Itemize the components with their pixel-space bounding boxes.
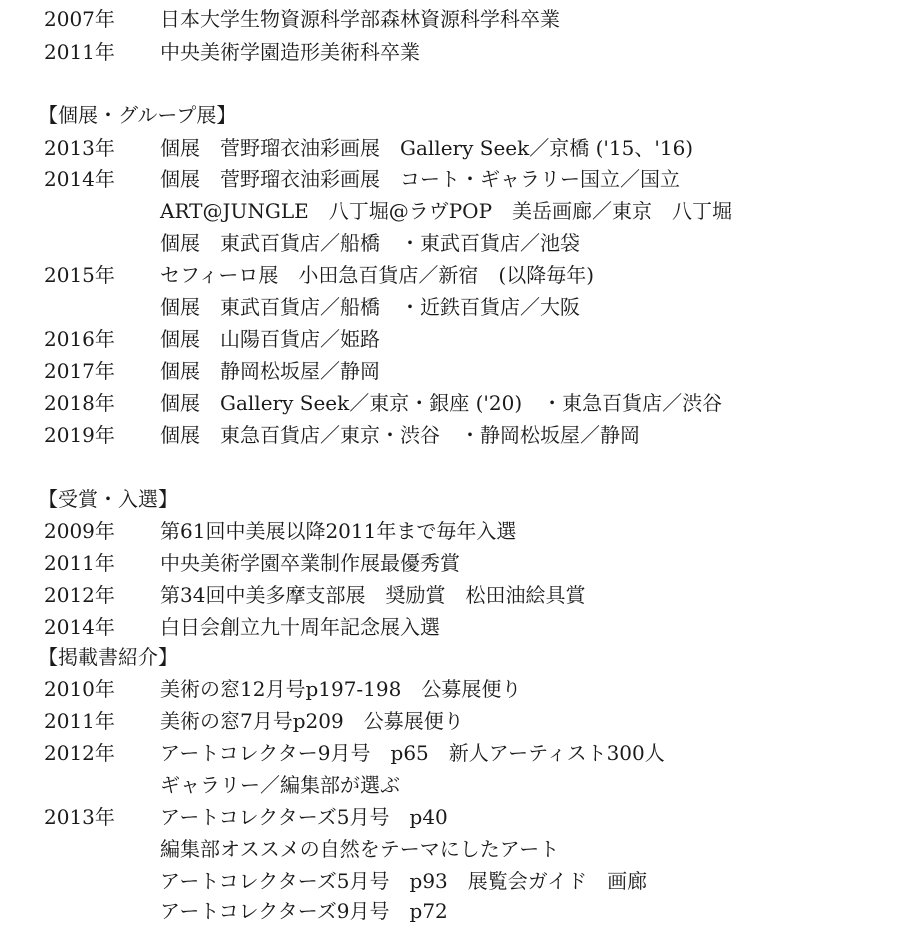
entry-text: 個展 菅野瑠衣油彩画展 コート・ギャラリー国立／国立 — [160, 167, 680, 191]
entry-text: 第34回中美多摩支部展 奨励賞 松田油絵具賞 — [160, 583, 586, 607]
entry-text: 美術の窓12月号p197-198 公募展便り — [160, 677, 522, 701]
year-label: 2012年 — [44, 741, 115, 765]
entry-text: 個展 山陽百貨店／姫路 — [160, 327, 380, 351]
year-label: 2010年 — [44, 677, 115, 701]
year-label: 2011年 — [44, 551, 115, 575]
year-label: 2011年 — [44, 40, 115, 64]
year-label: 2018年 — [44, 391, 115, 415]
year-label: 2019年 — [44, 423, 115, 447]
entry-text: アートコレクターズ5月号 p93 展覧会ガイド 画廊 — [160, 869, 648, 893]
entry-text: 個展 東急百貨店／東京・渋谷 ・静岡松坂屋／静岡 — [160, 423, 640, 447]
entry-text: 編集部オススメの自然をテーマにしたアート — [160, 837, 560, 861]
entry-text: 白日会創立九十周年記念展入選 — [160, 615, 440, 639]
entry-text: アートコレクター9月号 p65 新人アーティスト300人 — [160, 741, 665, 765]
entry-text: ART@JUNGLE 八丁堀@ラヴPOP 美岳画廊／東京 八丁堀 — [160, 199, 733, 223]
year-label: 2007年 — [44, 7, 115, 31]
year-label: 2014年 — [44, 615, 115, 639]
year-label: 2016年 — [44, 327, 115, 351]
entry-text: 日本大学生物資源科学部森林資源科学科卒業 — [160, 7, 560, 31]
section-header: 【個展・グループ展】 — [38, 103, 237, 127]
year-label: 2012年 — [44, 583, 115, 607]
entry-text: 中央美術学園卒業制作展最優秀賞 — [160, 551, 460, 575]
entry-text: 個展 Gallery Seek／東京・銀座 ('20) ・東急百貨店／渋谷 — [160, 391, 723, 415]
section-header: 【掲載書紹介】 — [38, 645, 178, 669]
year-label: 2011年 — [44, 709, 115, 733]
entry-text: 美術の窓7月号p209 公募展便り — [160, 709, 464, 733]
entry-text: 個展 静岡松坂屋／静岡 — [160, 359, 380, 383]
entry-text: 第61回中美展以降2011年まで毎年入選 — [160, 519, 517, 543]
entry-text: ギャラリー／編集部が選ぶ — [160, 773, 400, 797]
year-label: 2013年 — [44, 136, 115, 160]
entry-text: セフィーロ展 小田急百貨店／新宿 (以降毎年) — [160, 263, 595, 287]
year-label: 2017年 — [44, 359, 115, 383]
year-label: 2015年 — [44, 263, 115, 287]
entry-text: 個展 東武百貨店／船橋 ・近鉄百貨店／大阪 — [160, 295, 580, 319]
entry-text: 個展 菅野瑠衣油彩画展 Gallery Seek／京橋 ('15、'16) — [160, 136, 694, 160]
section-header: 【受賞・入選】 — [38, 487, 178, 511]
year-label: 2013年 — [44, 805, 115, 829]
entry-text: 個展 東武百貨店／船橋 ・東武百貨店／池袋 — [160, 231, 580, 255]
year-label: 2014年 — [44, 167, 115, 191]
year-label: 2009年 — [44, 519, 115, 543]
entry-text: アートコレクターズ9月号 p72 — [160, 899, 448, 923]
entry-text: 中央美術学園造形美術科卒業 — [160, 40, 420, 64]
entry-text: アートコレクターズ5月号 p40 — [160, 805, 448, 829]
